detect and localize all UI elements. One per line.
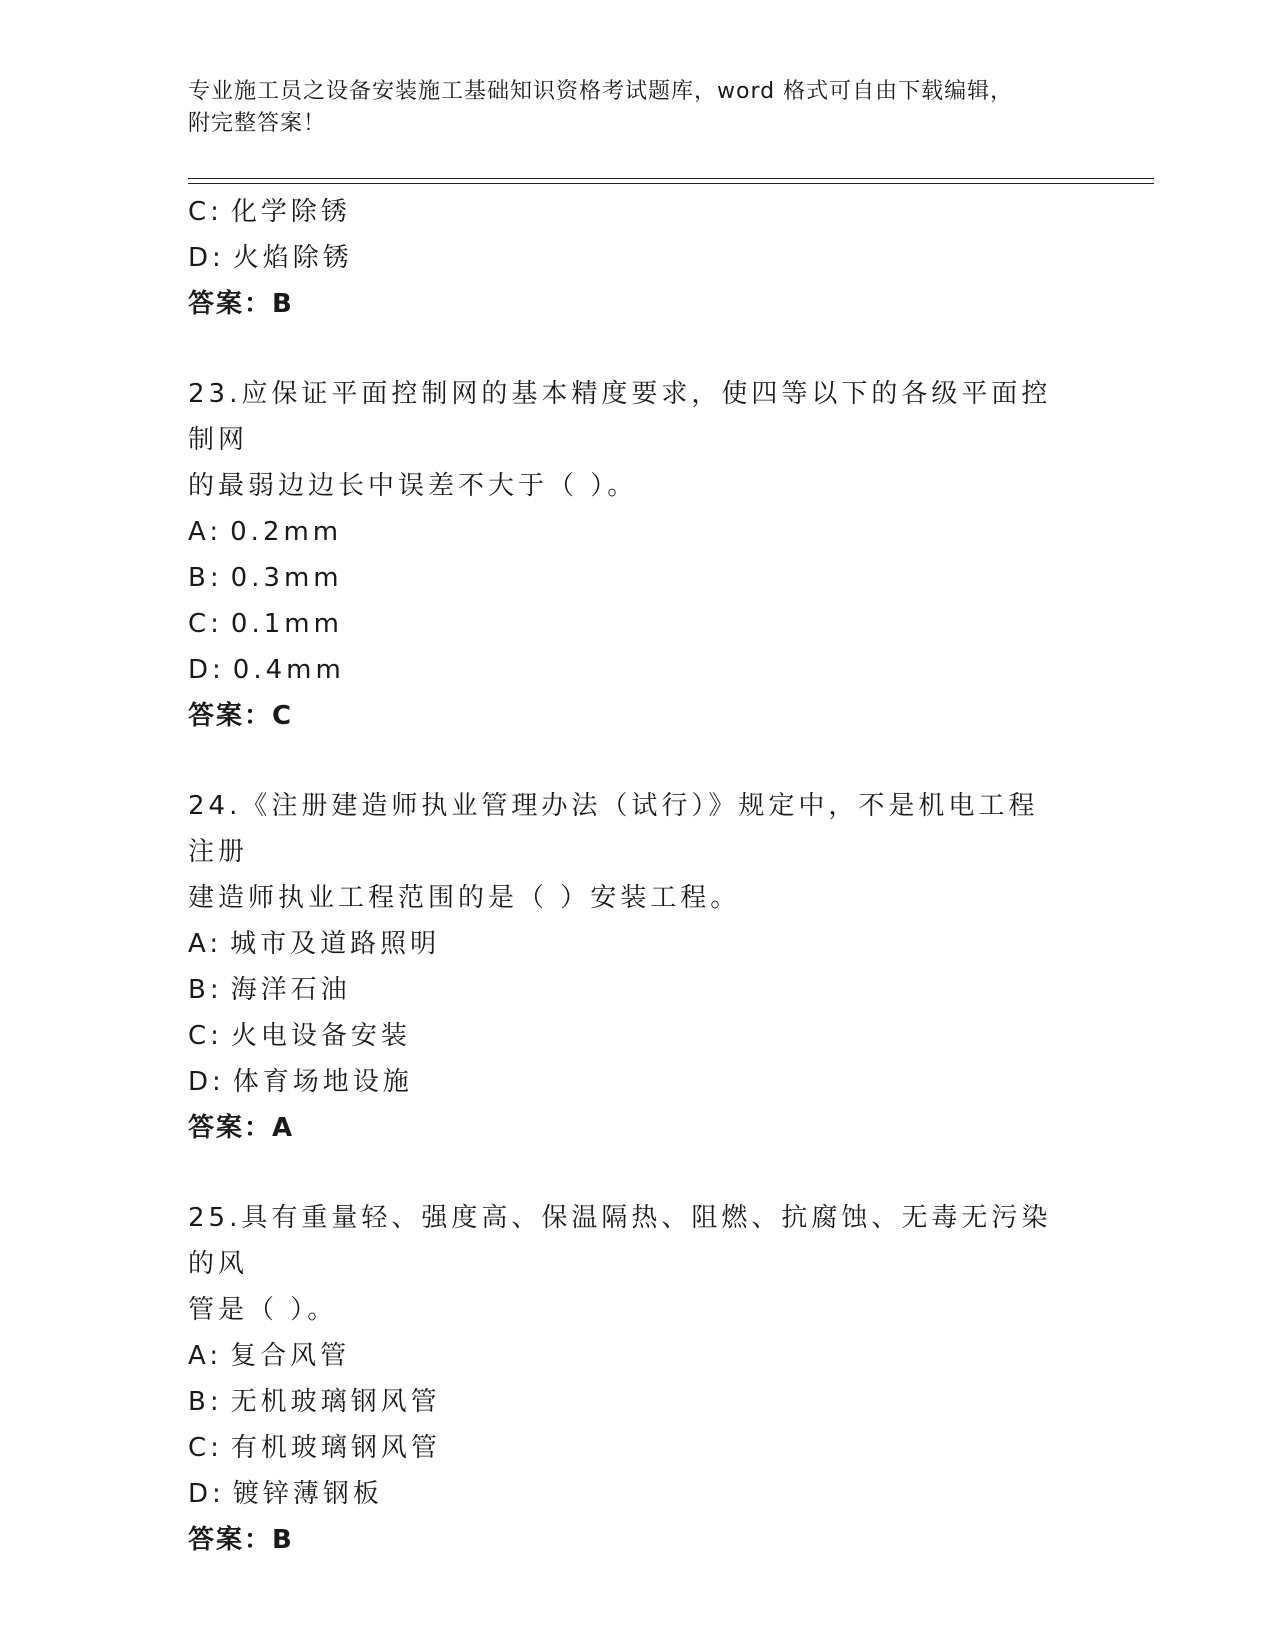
answer-line: 答案：C (188, 701, 294, 731)
option-key: B (188, 563, 210, 593)
option-row: D: 火焰除锈 (188, 243, 353, 273)
option-row: C: 化学除锈 (188, 197, 351, 227)
option-key: D (188, 1067, 213, 1097)
question-23 (188, 371, 1088, 739)
option-key: C (188, 197, 211, 227)
question-24 (188, 783, 1088, 1151)
option-text: 0.1mm (230, 609, 343, 639)
option-key: B (188, 975, 210, 1005)
option-text: 0.2mm (230, 517, 343, 547)
option-text: 化学除锈 (230, 197, 351, 227)
option-text: 镀锌薄钢板 (232, 1479, 383, 1509)
option-text: 火电设备安装 (230, 1021, 411, 1051)
option-text: 城市及道路照明 (230, 929, 441, 959)
option-row: A: 复合风管 (188, 1341, 351, 1371)
question-stem (188, 371, 1068, 509)
question-stem-line: 建造师执业工程范围的是（ ）安装工程。 (188, 883, 741, 913)
option-row: D: 镀锌薄钢板 (188, 1479, 383, 1509)
option-text: 复合风管 (230, 1341, 351, 1371)
option-key: D (188, 243, 213, 273)
option-row: D: 0.4mm (188, 655, 345, 685)
option-row: D: 体育场地设施 (188, 1067, 413, 1097)
option-text: 火焰除锈 (232, 243, 353, 273)
header-line-2: 附完整答案！ (188, 111, 327, 136)
question-stem-line: 23.应保证平面控制网的基本精度要求，使四等以下的各级平面控制网 (188, 379, 1052, 455)
option-key: A (188, 517, 210, 547)
option-row: B: 海洋石油 (188, 975, 351, 1005)
header-divider-bottom (188, 183, 1154, 184)
option-row: A: 城市及道路照明 (188, 929, 441, 959)
answer-line: 答案：A (188, 1113, 295, 1143)
option-key: D (188, 1479, 213, 1509)
option-text: 有机玻璃钢风管 (230, 1433, 441, 1463)
question-stem-line: 的最弱边边长中误差不大于（ ）。 (188, 471, 638, 501)
option-row: C: 有机玻璃钢风管 (188, 1433, 441, 1463)
document-header (188, 76, 1068, 140)
option-text: 0.3mm (230, 563, 343, 593)
option-row: B: 无机玻璃钢风管 (188, 1387, 441, 1417)
option-key: D (188, 655, 213, 685)
option-key: A (188, 929, 210, 959)
option-text: 0.4mm (232, 655, 345, 685)
question-stem (188, 1195, 1068, 1333)
continued-question (188, 189, 1088, 327)
option-key: C (188, 1021, 211, 1051)
option-text: 无机玻璃钢风管 (230, 1387, 441, 1417)
option-text: 体育场地设施 (232, 1067, 413, 1097)
option-key: C (188, 609, 211, 639)
question-list (188, 189, 1088, 1563)
option-row: C: 0.1mm (188, 609, 343, 639)
question-stem-line: 24.《注册建造师执业管理办法（试行）》规定中，不是机电工程注册 (188, 791, 1039, 867)
question-stem-line: 25.具有重量轻、强度高、保温隔热、阻燃、抗腐蚀、无毒无污染的风 (188, 1203, 1052, 1279)
question-stem (188, 783, 1068, 921)
header-line-1: 专业施工员之设备安装施工基础知识资格考试题库，word 格式可自由下载编辑， (188, 79, 1014, 104)
answer-line: 答案：B (188, 289, 294, 319)
option-text: 海洋石油 (230, 975, 351, 1005)
option-row: A: 0.2mm (188, 517, 343, 547)
option-row: B: 0.3mm (188, 563, 343, 593)
header-divider-top (188, 178, 1154, 179)
option-key: A (188, 1341, 210, 1371)
question-stem-line: 管是（ ）。 (188, 1295, 338, 1325)
question-25 (188, 1195, 1088, 1563)
answer-line: 答案：B (188, 1525, 294, 1555)
option-row: C: 火电设备安装 (188, 1021, 411, 1051)
option-key: B (188, 1387, 210, 1417)
option-key: C (188, 1433, 211, 1463)
